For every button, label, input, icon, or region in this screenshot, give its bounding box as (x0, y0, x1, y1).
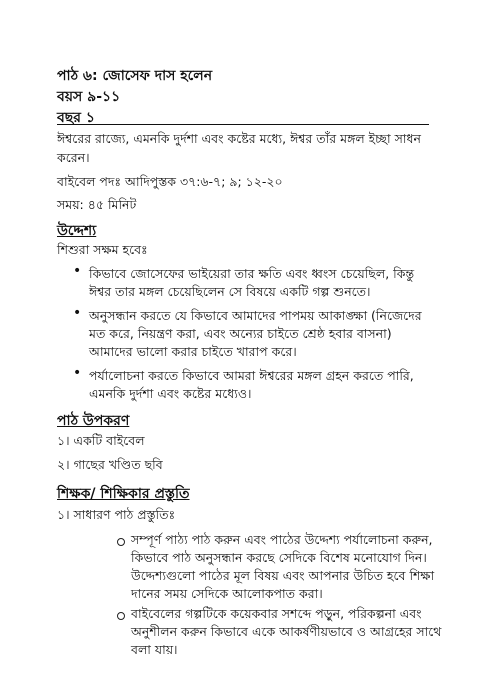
lesson-title: পাঠ ৬: জোসেফ দাস হলেন (57, 68, 213, 84)
prep-1-line-4: দানের সময় সেদিকে আলোকপাত করা। (131, 586, 323, 601)
prep-1-line-2: কিভাবে পাঠ অনুসন্ধান করছে সেদিকে বিশেষ মনোযোগ দিন। (131, 550, 427, 565)
preparation-subheading: ১। সাধারণ পাঠ প্রস্তুতিঃ (57, 507, 176, 522)
bullet-icon: • (73, 365, 82, 381)
lesson-time: সময়: ৪৫ মিনিট (57, 197, 137, 212)
material-item-2: ২। গাছের খণ্ডিত ছবি (57, 457, 163, 472)
objectives-intro: শিশুরা সক্ষম হবেঃ (57, 242, 148, 257)
objective-1-line-2: ঈশ্বর তার মঙ্গল চেয়েছিলেন সে বিষয়ে একটি গল্প শুনতে। (89, 284, 371, 299)
age-range: বয়স ৯-১১ (57, 89, 121, 105)
objective-1-line-1: কিভাবে জোসেফের ভাইয়েরা তার ক্ষতি এবং ধ্বংস চেয়েছিল, কিন্তু (89, 266, 415, 281)
prep-2-line-2: অনুশীলন করুন কিভাবে একে আকর্ষণীয়ভাবে ও আগ্রহের সাথে (131, 624, 442, 639)
objective-2-line-2: মত করে, নিয়ন্ত্রণ করা, এবং অন্যের চাইতে শ্রেষ্ঠ হবার বাসনা) (89, 326, 392, 341)
materials-heading: পাঠ উপকরণ (57, 413, 130, 429)
objective-2-line-3: আমাদের ভালো করার চাইতে খারাপ করে। (89, 344, 297, 359)
objective-3-line-1: পর্যালোচনা করতে কিভাবে আমরা ঈশ্বরের মঙ্গল গ্রহন করতে পারি, (89, 368, 414, 383)
intro-line-1: ঈশ্বরের রাজ্যে, এমনকি দুর্দশা এবং কষ্টের মধ্যে, ঈশ্বর তাঁর মঙ্গল ইচ্ছা সাধন (57, 131, 421, 146)
objective-2-line-1: অনুসন্ধান করতে যে কিভাবে আমাদের পাপময় আকাঙ্ক্ষা (নিজেদের (89, 308, 422, 323)
circle-bullet-icon (117, 538, 125, 546)
material-item-1: ১। একটি বাইবেল (57, 433, 145, 448)
bullet-icon: • (73, 305, 82, 321)
preparation-heading: শিক্ষক/ শিক্ষিকার প্রস্তুতি (57, 486, 190, 502)
objectives-heading: উদ্দেশ্য (57, 223, 97, 239)
prep-2-line-3: বলা যায়। (131, 642, 178, 657)
circle-bullet-icon (117, 612, 125, 620)
bible-passage: বাইবেল পদঃ আদিপুস্তক ৩৭:৬-৭; ৯; ১২-২০ (57, 174, 283, 189)
intro-line-2: করেন। (57, 150, 90, 165)
prep-1-line-3: উদ্দেশ্যগুলো পাঠের মূল বিষয় এবং আপনার উচিত হবে শিক্ষা (131, 568, 435, 583)
prep-1-line-1: সম্পূর্ণ পাঠ্য পাঠ করুন এবং পাঠের উদ্দেশ্য পর্যালোচনা করুন, (131, 532, 433, 547)
bullet-icon: • (73, 263, 82, 279)
prep-2-line-1: বাইবেলের গল্পটিকে কয়েকবার সশব্দে পড়ুন, পরিকল্পনা এবং (131, 606, 422, 621)
year-label: বছর ১ (57, 110, 95, 126)
section-divider (57, 124, 429, 125)
objective-3-line-2: এমনকি দুর্দশা এবং কষ্টের মধ্যেও। (89, 386, 252, 401)
